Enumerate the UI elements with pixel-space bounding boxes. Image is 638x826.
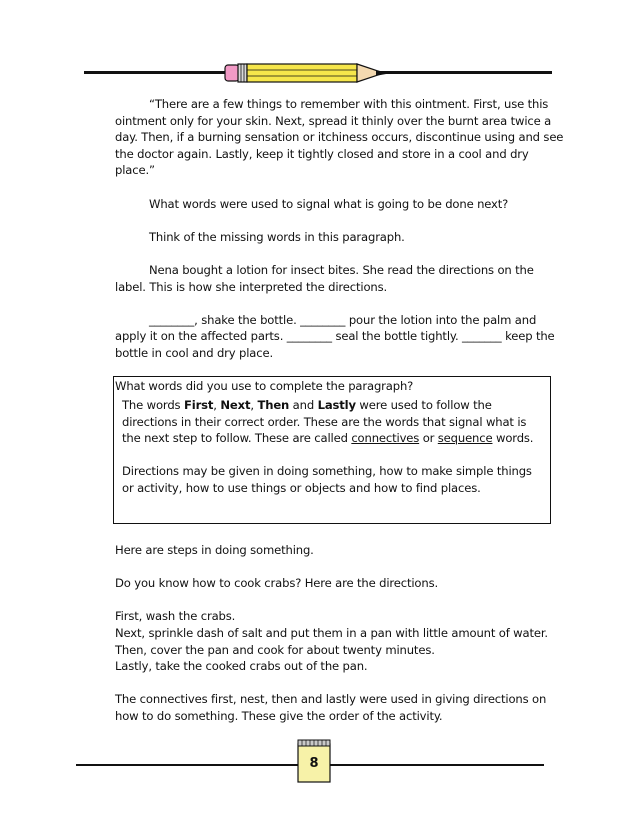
word-first: First — [183, 398, 214, 412]
crabs-question: Do you know how to cook crabs? Here are the directions. — [115, 576, 439, 591]
box-paragraph-1: The words First, Next, Then and Lastly were used to follow the directions in their correct order. These are the words that signal what is the next step to follow. These are called connectives or sequence words. — [122, 398, 534, 446]
term-connectives: connectives — [351, 431, 420, 446]
main-text — [115, 96, 565, 395]
pencil-icon — [224, 60, 400, 86]
word-then: Then — [257, 398, 290, 412]
missing-words-instruction: Think of the missing words in this paragraph. — [149, 229, 405, 244]
word-next: Next — [220, 398, 251, 412]
complete-question: What words did you use to complete the paragraph? — [115, 379, 414, 394]
term-sequence: sequence — [437, 431, 493, 446]
page-number: 8 — [309, 756, 319, 771]
blanks-paragraph: ________, shake the bottle. ________ pour the lotion into the palm and apply it on the affected parts. ________ seal the bottle tightly. _______ keep the bottle in cool and dry place. — [115, 312, 555, 360]
ointment-quote: “There are a few things to remember with this ointment. First, use this ointment only for your skin. Next, spread it thinly over the burnt area twice a day. Then, if a burning sensation or itchiness occurs, discontinue using and see the doctor again. Lastly, keep it tightly closed and store in a cool and dry place.” — [115, 97, 564, 178]
conclusion: The connectives first, nest, then and lastly were used in giving directions on how to do something. These give the order of the activity. — [115, 692, 547, 723]
crab-section — [115, 542, 565, 725]
connectives-info-box — [113, 376, 551, 524]
step-4: Lastly, take the cooked crabs out of the pan. — [115, 659, 368, 674]
box-paragraph-2: Directions may be given in doing something, how to make simple things or activity, how to use things or objects and how to find places. — [122, 464, 532, 495]
steps-intro: Here are steps in doing something. — [115, 543, 314, 557]
signal-question: What words were used to signal what is going to be done next? — [149, 196, 509, 211]
word-lastly: Lastly — [317, 398, 356, 412]
step-3: Then, cover the pan and cook for about twenty minutes. — [115, 642, 435, 657]
nena-paragraph: Nena bought a lotion for insect bites. She read the directions on the label. This is how she interpreted the directions. — [115, 262, 534, 294]
step-1: First, wash the crabs. — [115, 609, 236, 624]
step-2: Next, sprinkle dash of salt and put them in a pan with little amount of water. — [115, 625, 548, 640]
